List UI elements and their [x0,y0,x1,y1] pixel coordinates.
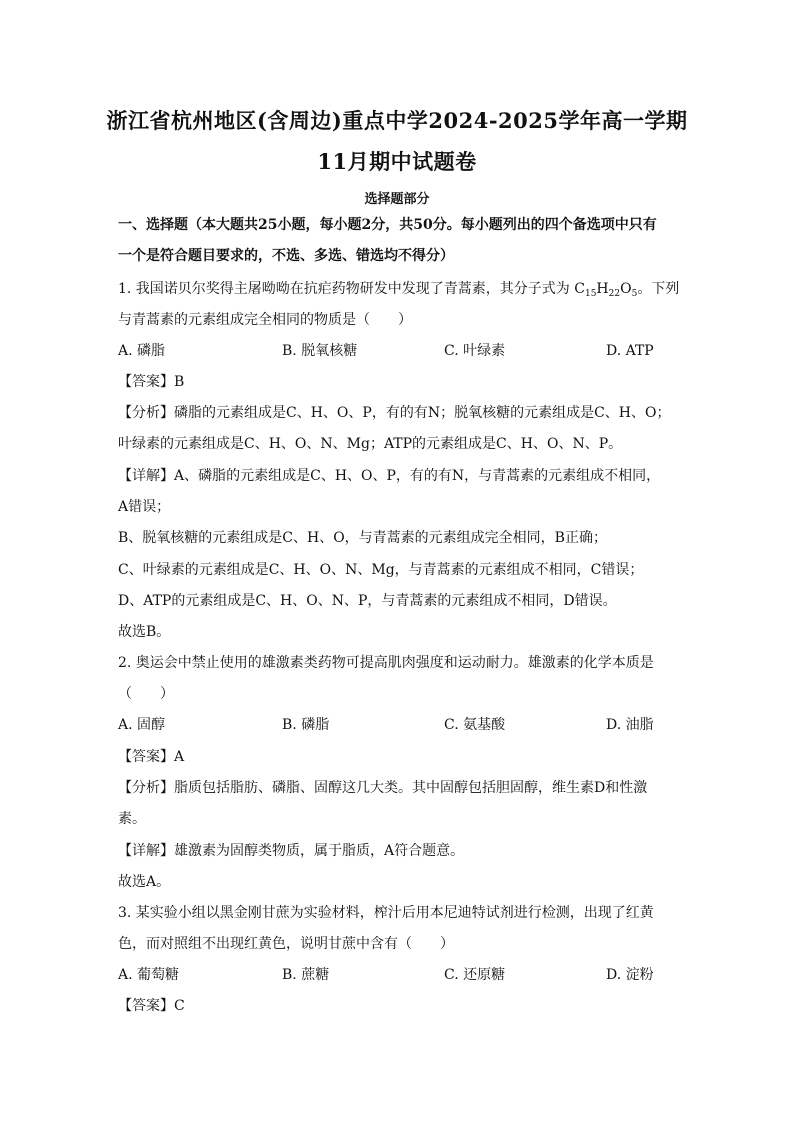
q2-answer: 【答案】A [118,749,185,765]
q3-option-d: D. 淀粉 [606,967,654,983]
q3-stem-line1: 3. 某实验小组以黑金刚甘蔗为实验材料，榨汁后用本尼迪特试剂进行检测，出现了红黄 [118,905,654,921]
q2-option-b: B. 磷脂 [282,717,330,733]
q2-option-d: D. 油脂 [606,717,654,733]
q1-option-b: B. 脱氧核糖 [282,343,358,359]
document-title-line2: 11月期中试题卷 [317,149,477,174]
q3-stem-line2: 色，而对照组不出现红黄色，说明甘蔗中含有（ ） [118,936,454,952]
q3-option-b: B. 蔗糖 [282,967,330,983]
q1-conclusion: 故选B。 [118,624,171,640]
q3-option-a: A. 葡萄糖 [118,967,180,983]
q1-answer: 【答案】B [118,374,185,390]
document-title: 浙江省杭州地区(含周边)重点中学2024-2025学年高一学期 [106,108,688,133]
q1-option-c: C. 叶绿素 [444,343,506,359]
q3-option-c: C. 还原糖 [444,967,506,983]
q1-stem-line1: 1. 我国诺贝尔奖得主屠呦呦在抗疟药物研发中发现了青蒿素，其分子式为 $C_{15}H_{22}O_5$。下列 [118,281,680,299]
q1-option-a: A. 磷脂 [118,343,166,359]
q1-detail-line5: D、ATP的元素组成是C、H、O、N、P，与青蒿素的元素组成不相同，D错误。 [118,593,617,609]
instructions-line2: 一个是符合题目要求的，不选、多选、错选均不得分） [118,248,454,264]
q2-analysis-line2: 素。 [118,811,146,827]
q1-option-d: D. ATP [606,343,654,359]
q3-answer: 【答案】C [118,998,185,1014]
section-heading: 选择题部分 [364,192,430,207]
q1-stem-line2: 与青蒿素的元素组成完全相同的物质是（ ） [118,312,412,328]
q2-stem-line2: （ ） [118,686,174,702]
q2-option-c: C. 氨基酸 [444,717,506,733]
q2-analysis-line1: 【分析】脂质包括脂肪、磷脂、固醇这几大类。其中固醇包括胆固醇，维生素D和性激 [118,780,648,796]
q1-analysis-line2: 叶绿素的元素组成是C、H、O、N、Mg；ATP的元素组成是C、H、O、N、P。 [118,436,623,452]
q2-detail: 【详解】雄激素为固醇类物质，属于脂质，A符合题意。 [118,843,465,859]
instructions-line1: 一、选择题（本大题共25小题，每小题2分，共50分。每小题列出的四个备选项中只有 [118,217,657,233]
q1-detail-line2: A错误； [118,499,171,515]
q2-conclusion: 故选A。 [118,874,171,890]
q1-detail-line3: B、脱氧核糖的元素组成是C、H、O，与青蒿素的元素组成完全相同，B正确； [118,530,607,546]
q1-detail-line1: 【详解】A、磷脂的元素组成是C、H、O、P，有的有N，与青蒿素的元素组成不相同， [118,468,661,484]
q2-option-a: A. 固醇 [118,717,166,733]
q2-stem-line1: 2. 奥运会中禁止使用的雄激素类药物可提高肌肉强度和运动耐力。雄激素的化学本质是 [118,655,654,671]
q1-analysis-line1: 【分析】磷脂的元素组成是C、H、O、P，有的有N；脱氧核糖的元素组成是C、H、O； [118,405,671,421]
q1-detail-line4: C、叶绿素的元素组成是C、H、O、N、Mg，与青蒿素的元素组成不相同，C错误； [118,562,644,578]
